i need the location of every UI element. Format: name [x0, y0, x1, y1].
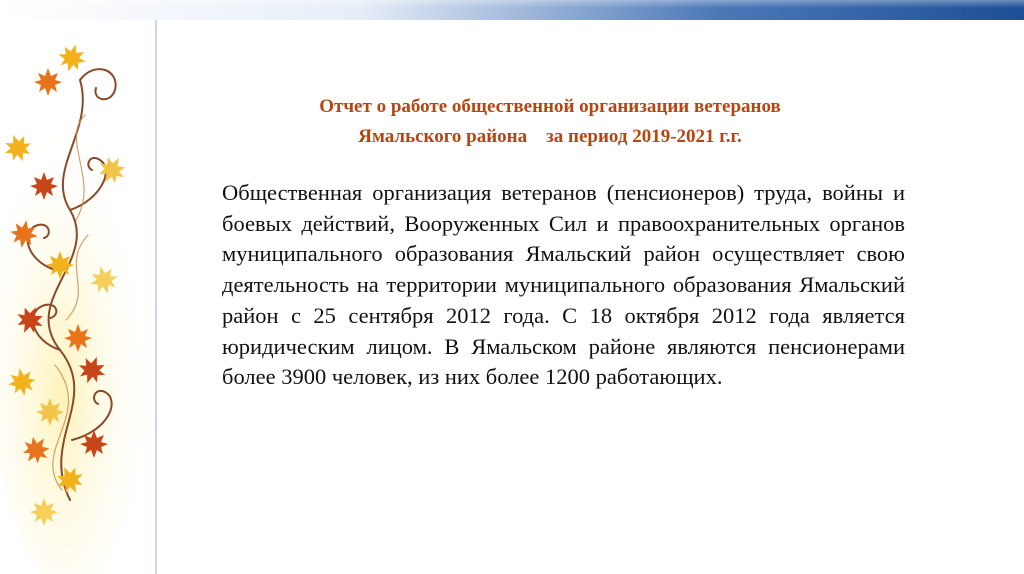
- slide-title: [190, 92, 910, 152]
- autumn-leaves-ornament: [0, 20, 155, 574]
- title-line-2: Ямальского района за период 2019-2021 г.г.: [358, 126, 742, 147]
- title-line-1: Отчет о работе общественной организации ветеранов: [319, 96, 781, 117]
- vertical-divider: [155, 20, 157, 574]
- body-paragraph: Общественная организация ветеранов (пенсионеров) труда, войны и боевых действий, Вооруженных Сил и правоохранительных органов муниципального образования Ямальский район осуществляет свою деятельность на территории муниципального образования Ямальский район с 25 сентября 2012 года. С 18 октября 2012 года является юридическим лицом. В Ямальском районе являются пенсионерами более 3900 человек, из них более 1200 работающих.: [222, 180, 905, 390]
- header-bar: [0, 0, 1024, 20]
